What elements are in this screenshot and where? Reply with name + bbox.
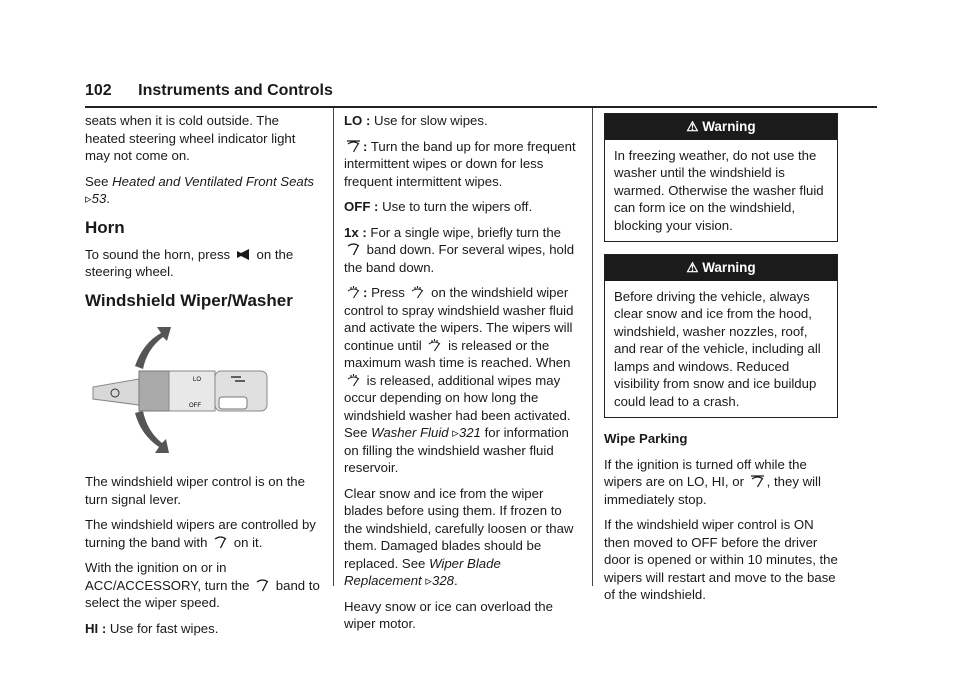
warning-box-2 <box>604 254 838 418</box>
paragraph-band: The windshield wipers are controlled by turning the band with on it. <box>85 517 316 550</box>
link-washer-fluid[interactable]: Washer Fluid <box>371 425 449 440</box>
warning-body-1: In freezing weather, do not use the washer until the windshield is warmed. Otherwise the washer fluid can form ice on the windshield, blocking your vision. <box>614 147 824 233</box>
item-off: OFF : Use to turn the wipers off. <box>344 199 533 214</box>
warning-header-2: ⚠ Warning <box>605 255 837 281</box>
page-ref-icon: ▹ <box>85 191 92 206</box>
paragraph-see-seats: See Heated and Ventilated Front Seats ▹53. <box>85 173 314 206</box>
column-divider-1 <box>333 108 334 586</box>
item-single-wipe: 1x : For a single wipe, briefly turn the band down. For several wipes, hold the band down. <box>344 224 575 275</box>
wiper-lever-figure <box>85 321 285 461</box>
page-ref-icon: ▹ <box>425 573 432 588</box>
washer-icon <box>410 286 425 299</box>
item-washer: : Press on the windshield wiper control to spray windshield washer fluid and activate the wipers. The wipers will continue until is released or the maximum wash time is reached. When is released, additional wipes may occur depending on how long the windshield washer had been activated. See Washer Fluid ▹321 for information on filling the windshield washer fluid reservoir. <box>344 285 574 475</box>
intermittent-wiper-icon <box>750 475 765 488</box>
column-1 <box>85 112 321 645</box>
item-hi: HI : Use for fast wipes. <box>85 620 219 636</box>
heading-horn: Horn <box>85 217 125 237</box>
paragraph-horn: To sound the horn, press on the steering wheel. <box>85 246 294 279</box>
link-wiper-blade-replacement[interactable]: Wiper Blade Replacement <box>344 555 501 588</box>
section-title: Instruments and Controls <box>138 82 333 99</box>
column-3 <box>604 108 838 612</box>
warning-header-1: ⚠ Warning <box>605 114 837 140</box>
page-ref[interactable]: 53 <box>91 191 107 206</box>
paragraph-off-restart: If the windshield wiper control is ON then moved to OFF before the driver door is opened or within 10 minutes, the wipers will restart and move to the base of the windshield. <box>604 517 838 602</box>
link-heated-seats[interactable]: Heated and Ventilated Front Seats <box>112 173 314 189</box>
paragraph-ignition: With the ignition on or in ACC/ACCESSORY, turn the band to select the wiper speed. <box>85 560 320 610</box>
heading-wiper-washer: Windshield Wiper/Washer <box>85 290 293 310</box>
wiper-icon <box>255 579 270 592</box>
subheading-wipe-parking: Wipe Parking <box>604 431 688 446</box>
wiper-icon <box>213 536 228 549</box>
washer-icon <box>346 374 361 387</box>
warning-box-1 <box>604 113 838 242</box>
wiper-icon <box>346 243 361 256</box>
item-intermittent: : Turn the band up for more frequent intermittent wipes or down for less frequent intermittent wipes. <box>344 138 576 189</box>
page-ref[interactable]: 328 <box>432 573 455 588</box>
warning-body-2: Before driving the vehicle, always clear snow and ice from the hood, windshield, washer nozzles, roof, and rear of the vehicle, including all lamps and windows. Reduced visibility from snow and ice buildup could lead to a crash. <box>614 288 821 409</box>
page-number: 102 <box>85 82 112 99</box>
washer-icon <box>346 286 361 299</box>
column-2 <box>344 112 580 641</box>
column-divider-2 <box>592 108 593 586</box>
figure-label-off: OFF <box>189 402 201 409</box>
paragraph-control: The windshield wiper control is on the turn signal lever. <box>85 474 305 507</box>
page-ref[interactable]: 321 <box>458 425 481 440</box>
paragraph-seats: seats when it is cold outside. The heated steering wheel indicator light may not come on. <box>85 113 296 163</box>
page-ref-icon: ▹ <box>452 425 459 440</box>
warning-icon: ⚠ <box>686 119 699 134</box>
item-lo: LO : Use for slow wipes. <box>344 113 488 128</box>
page-header <box>85 82 333 100</box>
figure-label-lo: LO <box>193 376 202 383</box>
intermittent-wiper-icon <box>346 140 361 153</box>
paragraph-heavy-snow: Heavy snow or ice can overload the wiper motor. <box>344 598 553 631</box>
paragraph-parking: If the ignition is turned off while the wipers are on LO, HI, or , they will immediately stop. <box>604 456 821 507</box>
washer-icon <box>427 339 442 352</box>
paragraph-snow: Clear snow and ice from the wiper blades before using them. If frozen to the windshield, carefully loosen or thaw them. Damaged blades should be replaced. See Wiper Blade Replacement ▹328. <box>344 485 574 588</box>
warning-icon: ⚠ <box>686 260 699 275</box>
horn-icon <box>236 248 251 261</box>
